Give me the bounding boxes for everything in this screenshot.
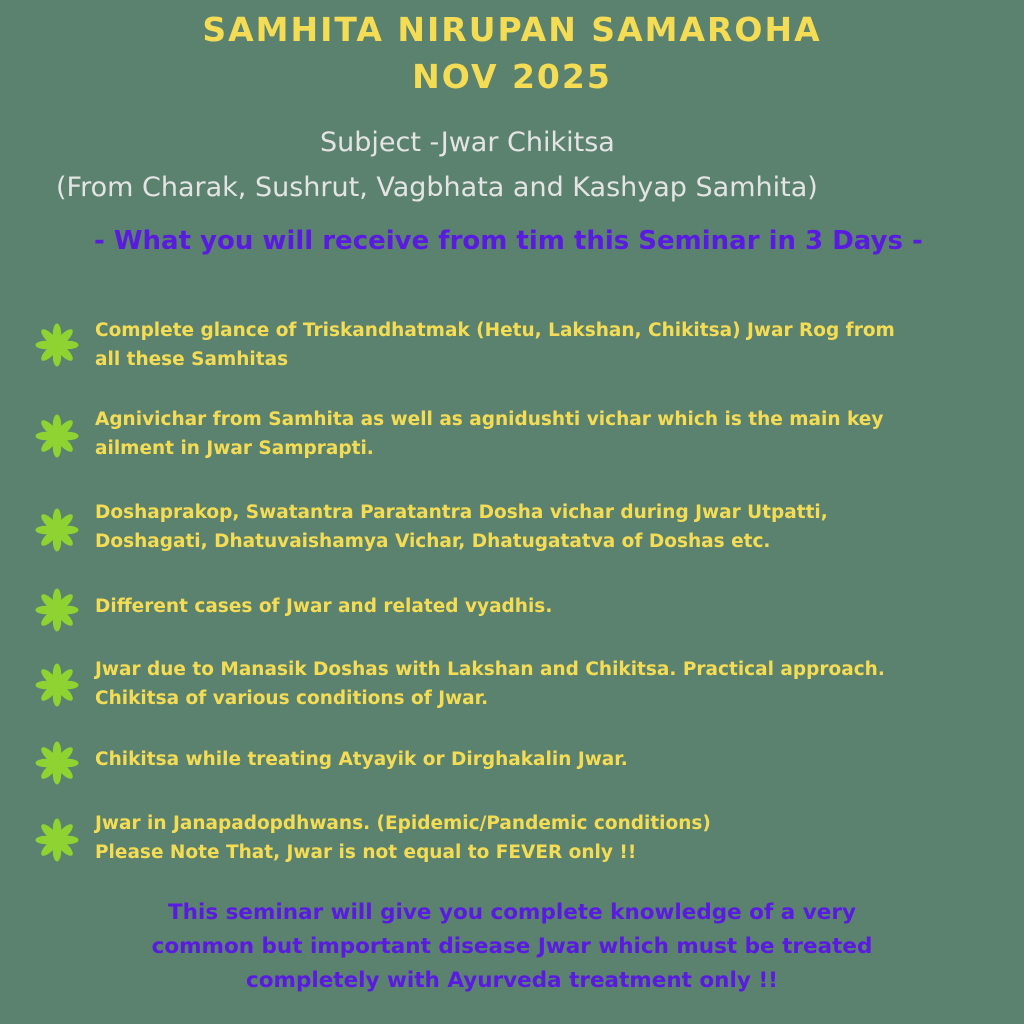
- subject-sources: (From Charak, Sushrut, Vagbhata and Kashyap Samhita): [56, 172, 818, 203]
- green-asterisk-icon: [32, 320, 82, 370]
- subject-line: Subject -Jwar Chikitsa: [320, 127, 615, 158]
- green-asterisk-icon: [32, 505, 82, 555]
- bullet-text: Different cases of Jwar and related vyadhis.: [95, 596, 553, 617]
- green-asterisk-icon: [32, 815, 82, 865]
- green-asterisk-icon: [32, 738, 82, 788]
- bullet-text: Agnivichar from Samhita as well as agnidushti vichar which is the main key ailment in Jwar Samprapti.: [95, 409, 884, 459]
- green-asterisk-icon: [32, 411, 82, 461]
- bullet-text: Chikitsa while treating Atyayik or Dirghakalin Jwar.: [95, 749, 628, 770]
- receive-heading: - What you will receive from tim this Seminar in 3 Days -: [94, 226, 923, 256]
- bullet-text: Jwar in Janapadopdhwans. (Epidemic/Pandemic conditions) Please Note That, Jwar is not equal to FEVER only !!: [95, 813, 711, 863]
- closing-statement: This seminar will give you complete knowledge of a very common but important disease Jwar which must be treated completely with Ayurveda treatment only !!: [151, 900, 873, 993]
- bullet-text: Complete glance of Triskandhatmak (Hetu, Lakshan, Chikitsa) Jwar Rog from all these Samhitas: [95, 320, 895, 370]
- seminar-date: NOV 2025: [412, 57, 612, 96]
- seminar-title: SAMHITA NIRUPAN SAMAROHA: [202, 10, 822, 49]
- green-asterisk-icon: [32, 585, 82, 635]
- bullet-text: Doshaprakop, Swatantra Paratantra Dosha vichar during Jwar Utpatti, Doshagati, Dhatuvaishamya Vichar, Dhatugatatva of Doshas etc.: [95, 502, 828, 552]
- bullet-text: Jwar due to Manasik Doshas with Lakshan and Chikitsa. Practical approach. Chikitsa of various conditions of Jwar.: [95, 659, 885, 709]
- green-asterisk-icon: [32, 660, 82, 710]
